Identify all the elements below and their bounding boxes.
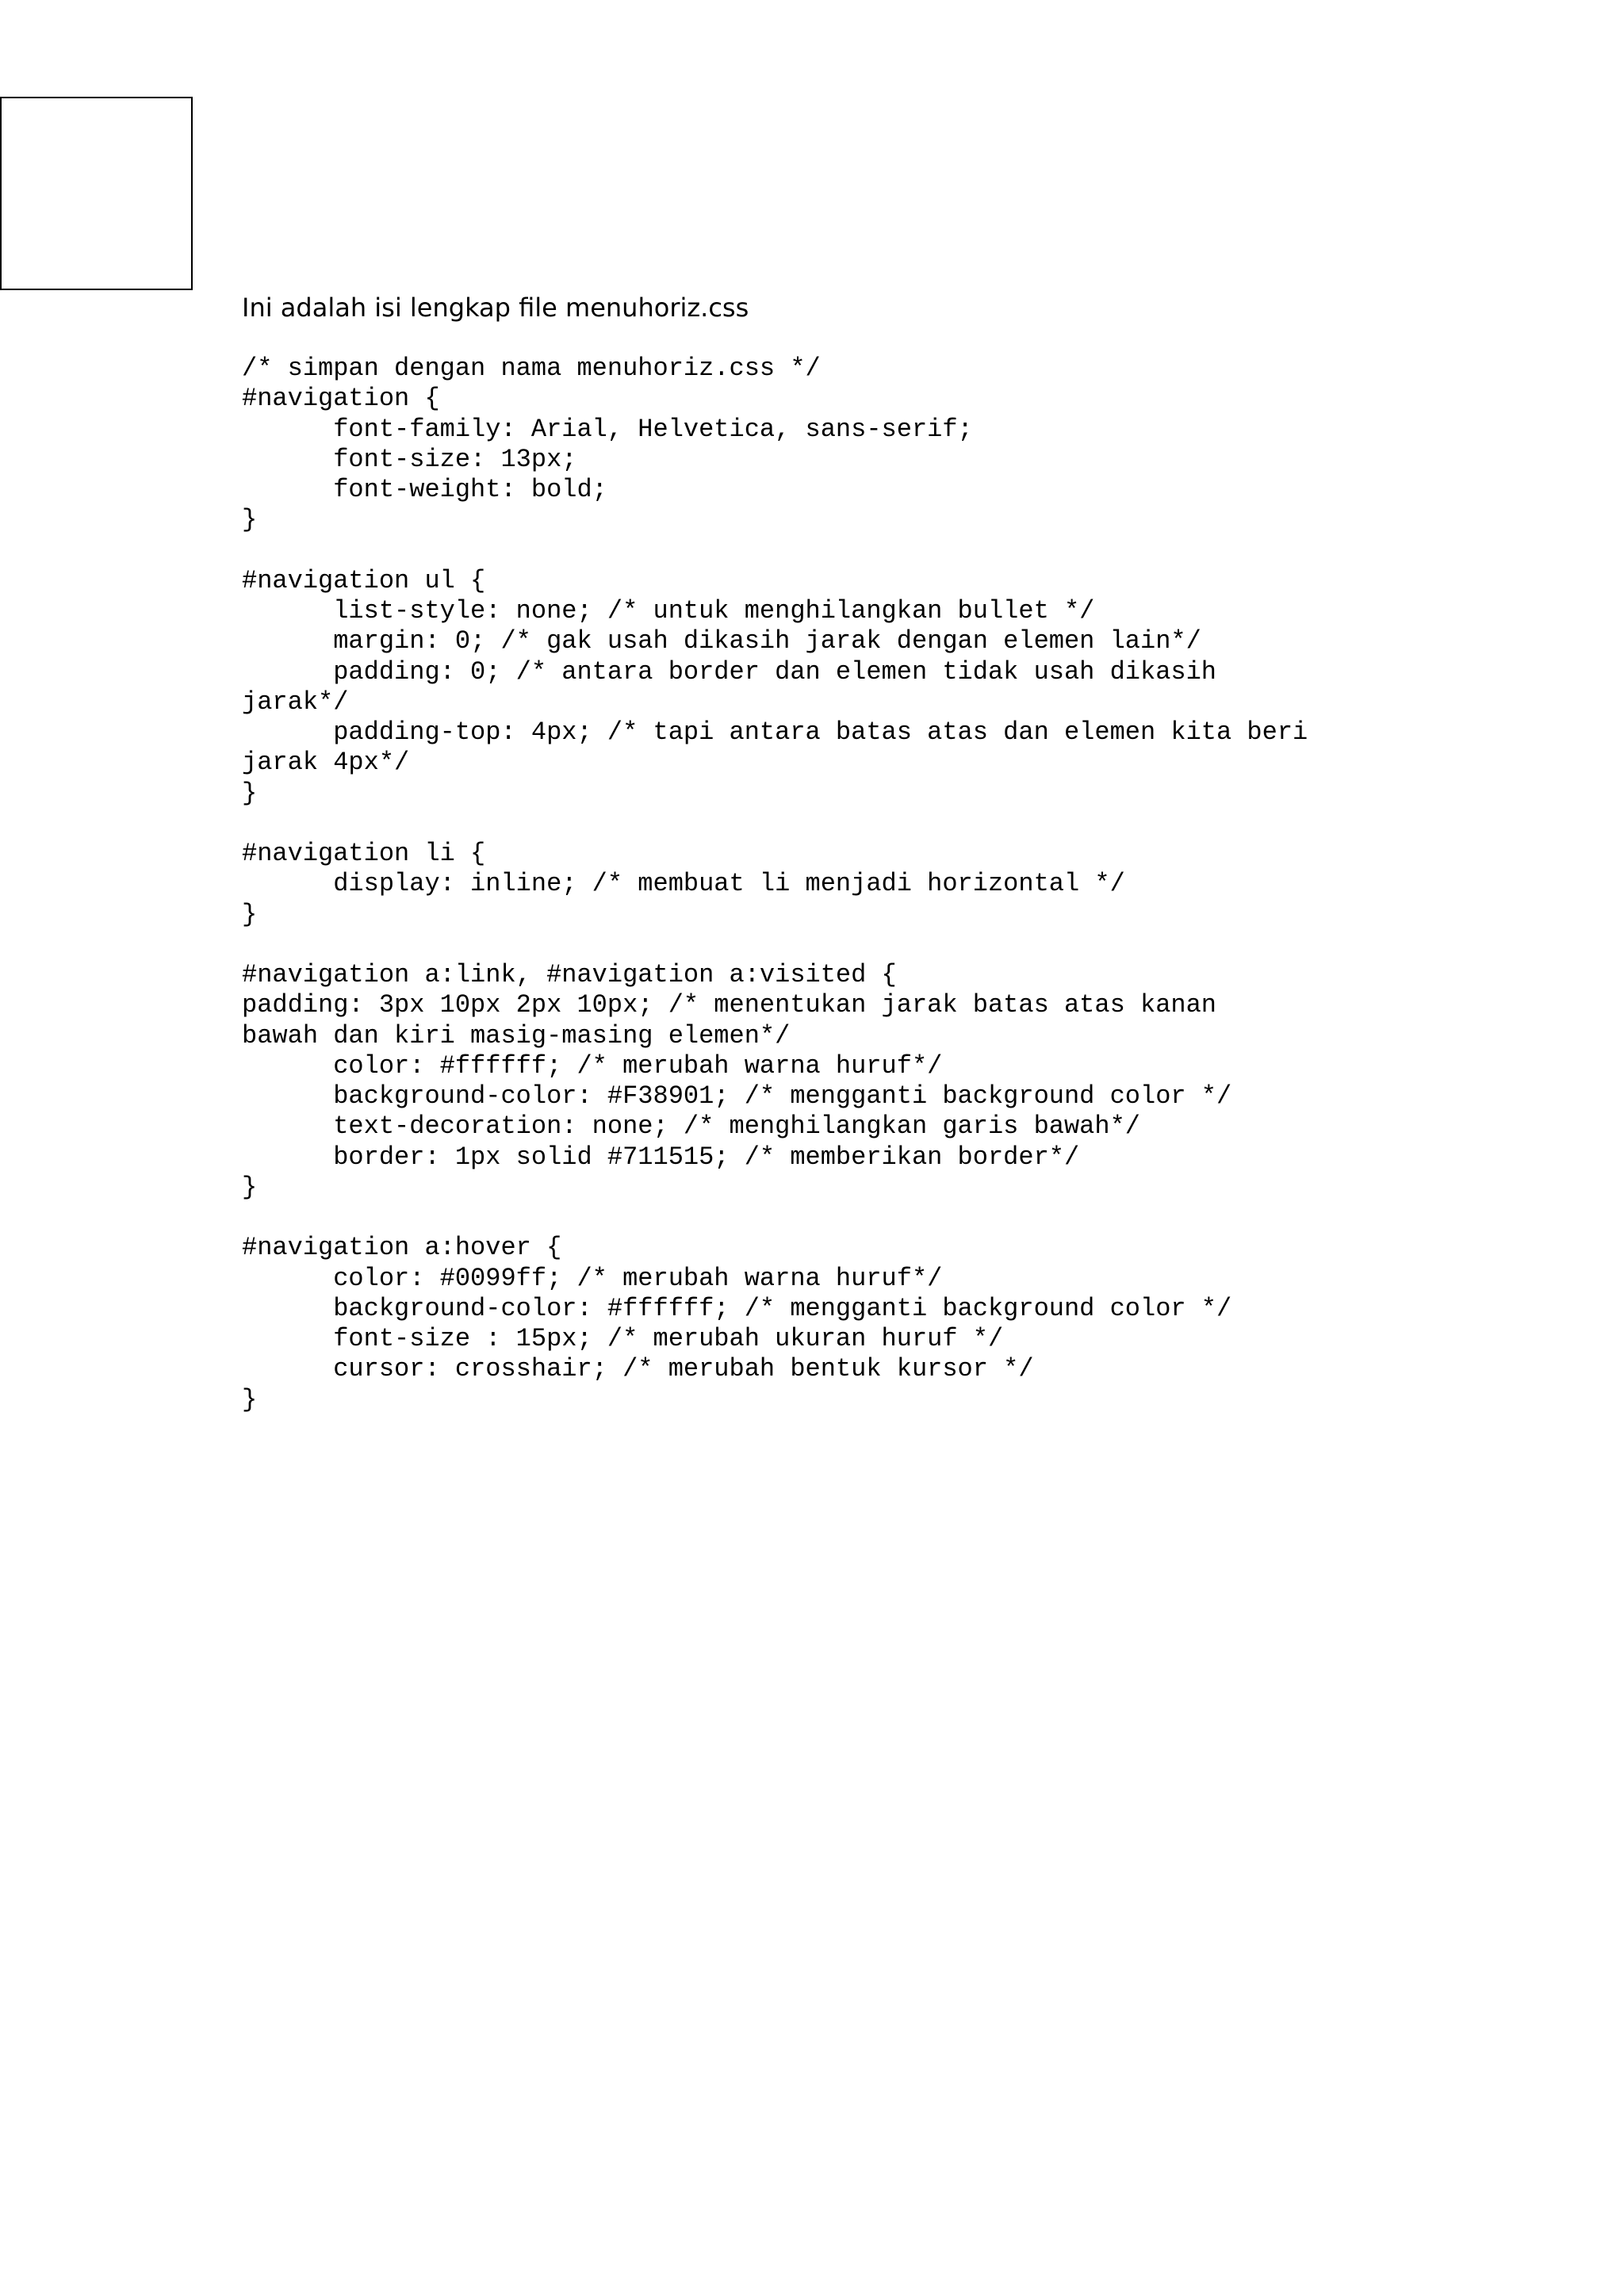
code-line: font-size : 15px; /* merubah ukuran huruf */: [242, 1324, 1004, 1353]
code-line: #navigation li {: [242, 839, 486, 868]
code-line: padding-top: 4px; /* tapi antara batas atas dan elemen kita beri: [242, 718, 1308, 747]
code-line: border: 1px solid #711515; /* memberikan border*/: [242, 1142, 1080, 1172]
code-line: padding: 3px 10px 2px 10px; /* menentukan jarak batas atas kanan: [242, 990, 1216, 1020]
code-line: [242, 1203, 1308, 1233]
code-line: }: [242, 778, 258, 808]
code-line: color: #ffffff; /* merubah warna huruf*/: [242, 1050, 943, 1081]
code-line: margin: 0; /* gak usah dikasih jarak dengan elemen lain*/: [242, 626, 1201, 656]
code-line: text-decoration: none; /* menghilangkan garis bawah*/: [242, 1112, 1140, 1142]
empty-image-box: [0, 97, 193, 290]
document-heading: Ini adalah isi lengkap file menuhoriz.css: [242, 293, 749, 323]
code-line: bawah dan kiri masig-masing elemen*/: [242, 1020, 791, 1050]
code-line: jarak*/: [242, 687, 349, 717]
code-line: cursor: crosshair; /* merubah bentuk kursor */: [242, 1354, 1034, 1384]
code-line: [242, 930, 1308, 960]
code-line: font-size: 13px;: [242, 444, 577, 474]
code-line: background-color: #F38901; /* mengganti background color */: [242, 1081, 1232, 1111]
code-line: }: [242, 899, 258, 929]
code-line: jarak 4px*/: [242, 748, 410, 778]
code-line: }: [242, 1384, 258, 1414]
code-line: /* simpan dengan nama menuhoriz.css */: [242, 354, 821, 383]
code-line: font-weight: bold;: [242, 475, 607, 504]
code-line: [242, 536, 1308, 566]
code-line: font-family: Arial, Helvetica, sans-serif;: [242, 414, 973, 444]
code-line: list-style: none; /* untuk menghilangkan bullet */: [242, 596, 1095, 626]
code-line: #navigation {: [242, 384, 440, 414]
code-line: }: [242, 1172, 258, 1202]
code-line: background-color: #ffffff; /* mengganti background color */: [242, 1293, 1232, 1323]
code-line: #navigation a:hover {: [242, 1233, 562, 1263]
code-line: }: [242, 505, 258, 535]
code-line: #navigation a:link, #navigation a:visited {: [242, 960, 897, 989]
code-line: color: #0099ff; /* merubah warna huruf*/: [242, 1263, 943, 1293]
code-line: [242, 809, 1308, 839]
code-line: padding: 0; /* antara border dan elemen tidak usah dikasih: [242, 656, 1216, 687]
code-line: #navigation ul {: [242, 565, 486, 595]
css-code-block: [242, 354, 1308, 1415]
code-line: display: inline; /* membuat li menjadi horizontal */: [242, 869, 1125, 899]
